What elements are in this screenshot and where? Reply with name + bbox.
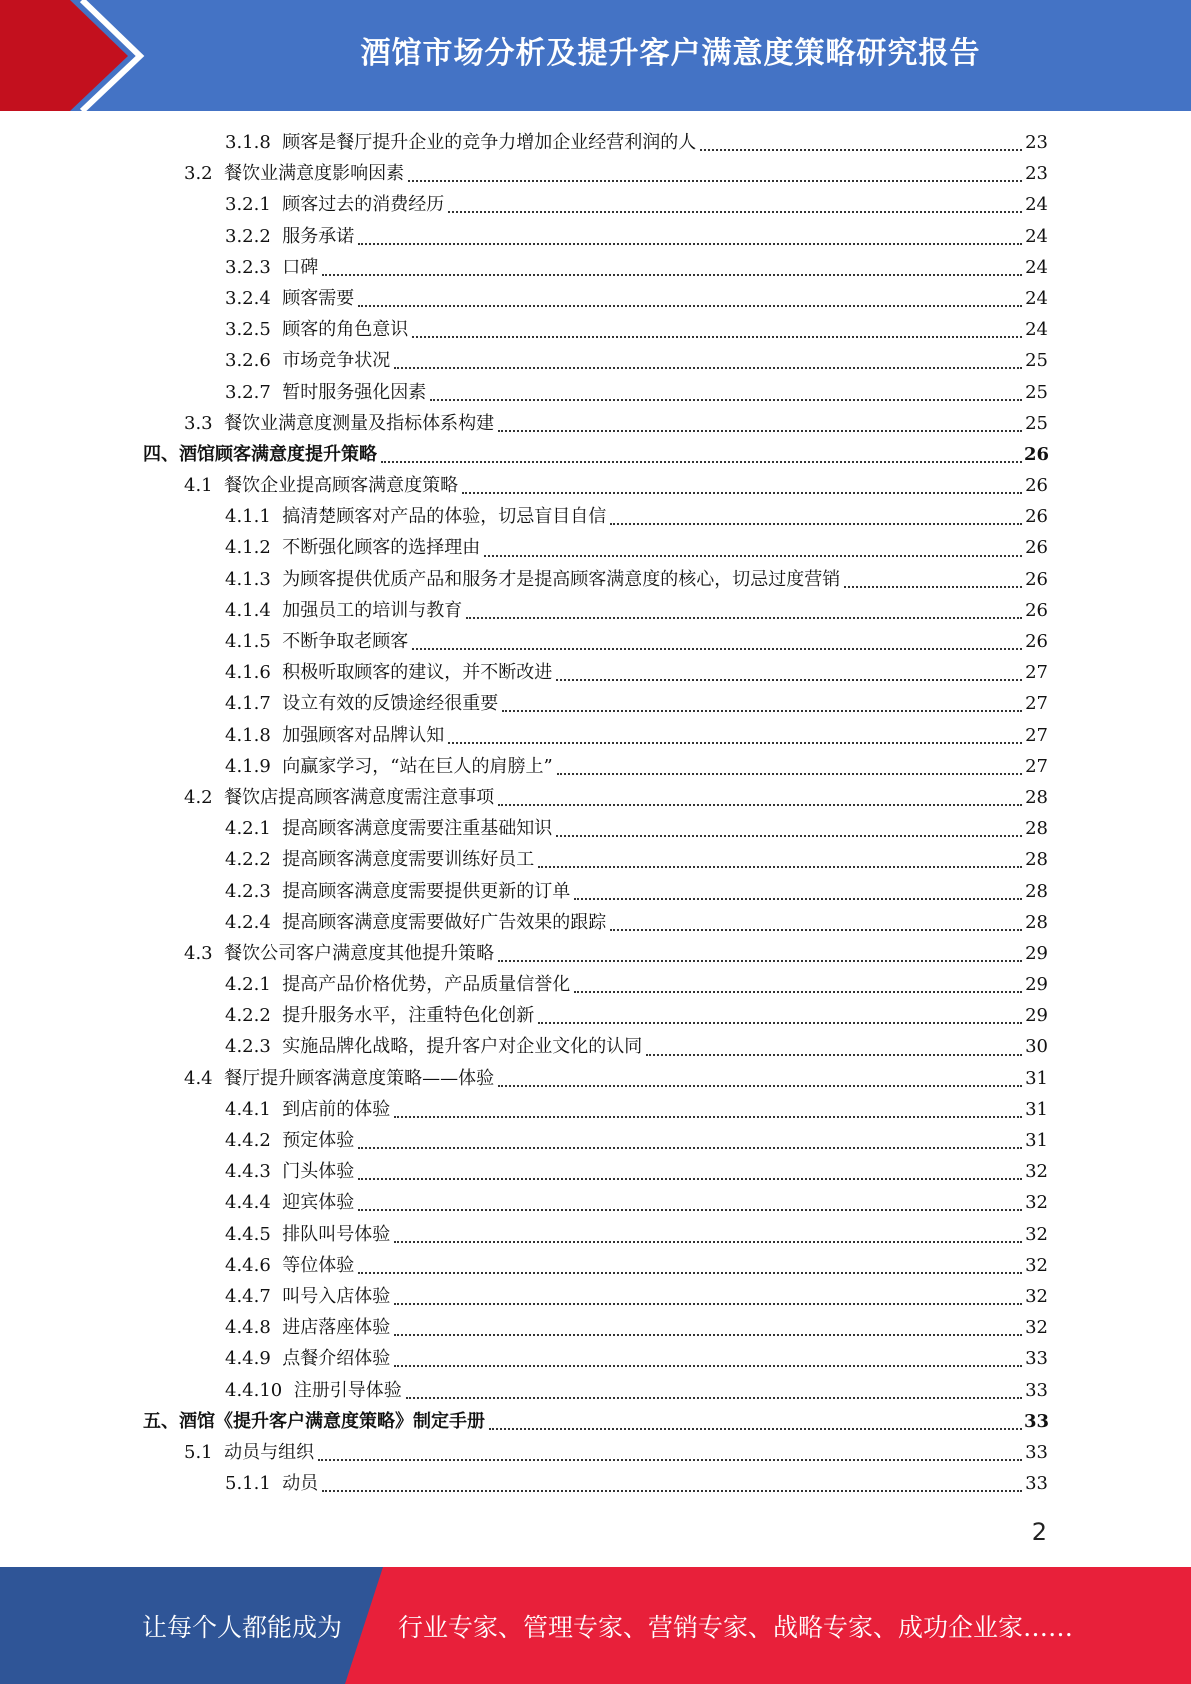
- toc-entry-page: 26: [1025, 568, 1048, 590]
- toc-entry-number: 4.2.3: [225, 880, 271, 902]
- toc-entry-number: 3.2.2: [225, 225, 271, 247]
- toc-entry[interactable]: [0, 657, 1191, 688]
- toc-entry-page: 25: [1025, 412, 1048, 434]
- toc-entry-page: 23: [1025, 163, 1048, 185]
- toc-leader-dots: [358, 1271, 1022, 1274]
- toc-entry-title: 点餐介绍体验: [282, 1348, 391, 1370]
- toc-entry[interactable]: [0, 470, 1191, 501]
- toc-leader-dots: [412, 647, 1022, 650]
- toc-leader-dots: [448, 210, 1022, 213]
- toc-entry[interactable]: [0, 907, 1191, 938]
- toc-entry-page: 27: [1025, 662, 1048, 684]
- toc-entry-title: 顾客的角色意识: [282, 319, 409, 341]
- toc-entry-number: 3.1.8: [225, 132, 271, 153]
- toc-entry[interactable]: [0, 439, 1191, 470]
- toc-entry[interactable]: [0, 1156, 1191, 1187]
- toc-entry-page: 27: [1025, 693, 1048, 715]
- toc-entry-title: 预定体验: [282, 1130, 355, 1151]
- toc-entry-title: 暂时服务强化因素: [282, 381, 427, 403]
- toc-entry-number: 4.4.10: [225, 1379, 283, 1401]
- toc-entry-number: 3.2.6: [225, 350, 271, 372]
- toc-entry[interactable]: [0, 813, 1191, 844]
- toc-entry[interactable]: [0, 189, 1191, 220]
- toc-entry-title: 动员: [282, 1473, 319, 1495]
- toc-leader-dots: [322, 1489, 1022, 1492]
- toc-entry-title: 设立有效的反馈途经很重要: [282, 693, 499, 715]
- toc-leader-dots: [394, 366, 1022, 369]
- toc-leader-dots: [394, 1333, 1022, 1336]
- toc-entry-number: 4.4: [184, 1067, 213, 1089]
- toc-entry[interactable]: [0, 1031, 1191, 1062]
- toc-entry-title: 酒馆《提升客户满意度策略》制定手册: [179, 1410, 485, 1432]
- toc-entry-page: 33: [1025, 1379, 1048, 1401]
- toc-entry-title: 顾客需要: [282, 287, 355, 309]
- toc-entry-page: 23: [1025, 132, 1048, 153]
- toc-entry-page: 32: [1025, 1317, 1048, 1339]
- toc-entry-page: 27: [1025, 755, 1048, 777]
- toc-entry-number: 3.2.7: [225, 381, 271, 403]
- toc-leader-dots: [538, 1021, 1022, 1024]
- toc-entry[interactable]: [0, 564, 1191, 595]
- toc-entry[interactable]: [0, 969, 1191, 1000]
- toc-entry-number: 5.1.1: [225, 1473, 271, 1495]
- toc-entry-number: 4.3: [184, 942, 213, 964]
- toc-entry-number: 4.1.5: [225, 631, 271, 652]
- toc-entry-title: 提高顾客满意度需要注重基础知识: [282, 818, 553, 840]
- toc-entry[interactable]: [0, 1063, 1191, 1094]
- toc-entry-page: 26: [1024, 443, 1050, 465]
- toc-entry-page: 29: [1025, 974, 1048, 996]
- toc-entry-page: 28: [1025, 818, 1048, 840]
- toc-entry[interactable]: [0, 1312, 1191, 1343]
- toc-entry-page: 24: [1025, 287, 1048, 309]
- toc-leader-dots: [502, 709, 1022, 712]
- toc-entry-page: 29: [1025, 942, 1048, 964]
- toc-entry[interactable]: [0, 1281, 1191, 1312]
- toc-entry-title: 顾客是餐厅提升企业的竞争力增加企业经营利润的人: [282, 132, 697, 153]
- toc-entry-page: 31: [1025, 1067, 1048, 1089]
- toc-leader-dots: [394, 1302, 1022, 1305]
- toc-entry-number: 4.4.4: [225, 1192, 271, 1214]
- toc-entry[interactable]: [0, 751, 1191, 782]
- toc-entry[interactable]: [0, 1125, 1191, 1156]
- toc-entry[interactable]: [0, 1000, 1191, 1031]
- toc-entry-number: 3.2.1: [225, 194, 271, 216]
- toc-entry-title: 提高顾客满意度需要提供更新的订单: [282, 880, 571, 902]
- toc-entry[interactable]: [0, 720, 1191, 751]
- toc-entry[interactable]: [0, 688, 1191, 719]
- toc-entry[interactable]: [0, 252, 1191, 283]
- toc-entry-number: 4.2.3: [225, 1036, 271, 1058]
- toc-leader-dots: [394, 1364, 1022, 1367]
- toc-leader-dots: [406, 1396, 1022, 1399]
- toc-entry[interactable]: [0, 1250, 1191, 1281]
- toc-entry-page: 24: [1025, 319, 1048, 341]
- toc-entry-title: 不断争取老顾客: [282, 631, 409, 652]
- toc-entry-number: 4.2.1: [225, 818, 271, 840]
- page-footer: [0, 1567, 1191, 1684]
- toc-entry-number: 5.1: [184, 1441, 213, 1463]
- toc-entry-page: 26: [1025, 506, 1048, 528]
- toc-entry-title: 提升服务水平，注重特色化创新: [282, 1005, 535, 1027]
- toc-entry-title: 餐饮业满意度测量及指标体系构建: [224, 412, 495, 434]
- toc-entry[interactable]: [0, 345, 1191, 376]
- toc-entry-page: 28: [1025, 911, 1048, 933]
- toc-entry-page: 24: [1025, 194, 1048, 216]
- toc-leader-dots: [484, 554, 1022, 557]
- toc-entry-page: 32: [1025, 1192, 1048, 1214]
- toc-entry-number: 4.4.9: [225, 1348, 271, 1370]
- toc-entry-number: 4.2: [184, 786, 213, 808]
- toc-leader-dots: [700, 148, 1022, 151]
- toc-entry-number: 4.4.5: [225, 1223, 271, 1245]
- toc-entry-number: 4.4.7: [225, 1285, 271, 1307]
- toc-entry-page: 33: [1025, 1348, 1048, 1370]
- toc-entry-number: 4.1.4: [225, 599, 271, 621]
- toc-leader-dots: [358, 304, 1022, 307]
- toc-entry-number: 4.4.8: [225, 1317, 271, 1339]
- toc-entry[interactable]: [0, 1437, 1191, 1468]
- toc-leader-dots: [318, 1458, 1022, 1461]
- toc-entry[interactable]: [0, 158, 1191, 189]
- header-chevron-icon: [0, 0, 160, 111]
- toc-leader-dots: [358, 1177, 1022, 1180]
- toc-leader-dots: [466, 616, 1022, 619]
- toc-leader-dots: [412, 335, 1022, 338]
- toc-entry-title: 市场竞争状况: [282, 350, 391, 372]
- toc-entry[interactable]: [0, 626, 1191, 657]
- report-title: 酒馆市场分析及提升客户满意度策略研究报告: [360, 36, 981, 71]
- toc-entry-title: 提高顾客满意度需要做好广告效果的跟踪: [282, 911, 607, 933]
- toc-entry[interactable]: [0, 1219, 1191, 1250]
- toc-entry[interactable]: [0, 408, 1191, 439]
- toc-leader-dots: [322, 273, 1022, 276]
- toc-entry-title: 顾客过去的消费经历: [282, 194, 445, 216]
- toc-entry-number: 4.1.6: [225, 662, 271, 684]
- toc-entry-page: 24: [1025, 225, 1048, 247]
- toc-entry-title: 排队叫号体验: [282, 1223, 391, 1245]
- toc-entry-number: 4.1.8: [225, 724, 271, 746]
- toc-entry-title: 迎宾体验: [282, 1192, 355, 1214]
- toc-entry[interactable]: [0, 314, 1191, 345]
- toc-entry-title: 搞清楚顾客对产品的体验，切忌盲目自信: [282, 506, 607, 528]
- toc-entry-page: 26: [1025, 631, 1048, 652]
- toc-leader-dots: [556, 678, 1022, 681]
- toc-entry-title: 为顾客提供优质产品和服务才是提高顾客满意度的核心，切忌过度营销: [282, 568, 841, 590]
- toc-entry-title: 叫号入店体验: [282, 1285, 391, 1307]
- toc-entry[interactable]: [0, 1187, 1191, 1218]
- toc-leader-dots: [489, 1427, 1022, 1430]
- toc-entry-number: 4.2.2: [225, 1005, 271, 1027]
- toc-entry[interactable]: [0, 876, 1191, 907]
- toc-entry-title: 加强顾客对品牌认知: [282, 724, 445, 746]
- toc-entry[interactable]: [0, 782, 1191, 813]
- toc-leader-dots: [574, 990, 1022, 993]
- toc-entry-number: 4.1.2: [225, 537, 271, 559]
- toc-entry[interactable]: [0, 283, 1191, 314]
- toc-entry-title: 提高顾客满意度需要训练好员工: [282, 849, 535, 871]
- toc-leader-dots: [646, 1053, 1022, 1056]
- footer-slogan-right: 行业专家、管理专家、营销专家、战略专家、成功企业家……: [398, 1612, 1074, 1642]
- toc-entry-page: 28: [1025, 849, 1048, 871]
- toc-entry-number: 4.4.2: [225, 1130, 271, 1151]
- toc-entry-number: 4.2.2: [225, 849, 271, 871]
- toc-entry-title: 餐饮公司客户满意度其他提升策略: [224, 942, 495, 964]
- toc-entry-page: 31: [1025, 1130, 1048, 1151]
- toc-leader-dots: [498, 429, 1022, 432]
- toc-entry-number: 4.1.1: [225, 506, 271, 528]
- toc-leader-dots: [557, 772, 1022, 775]
- toc-entry-page: 26: [1025, 599, 1048, 621]
- toc-leader-dots: [574, 897, 1022, 900]
- toc-entry[interactable]: [0, 1375, 1191, 1406]
- toc-leader-dots: [430, 398, 1022, 401]
- toc-leader-dots: [556, 834, 1022, 837]
- page-number: 2: [1031, 1518, 1047, 1546]
- toc-leader-dots: [498, 803, 1022, 806]
- toc-leader-dots: [394, 1240, 1022, 1243]
- toc-entry-title: 注册引导体验: [293, 1379, 402, 1401]
- toc-entry-title: 等位体验: [282, 1254, 355, 1276]
- toc-entry-number: 3.2.5: [225, 319, 271, 341]
- toc-entry-number: 4.4.6: [225, 1254, 271, 1276]
- toc-entry-title: 动员与组织: [224, 1441, 315, 1463]
- toc-entry-number: 3.2: [184, 163, 213, 185]
- toc-entry-number: 4.2.1: [225, 974, 271, 996]
- toc-entry[interactable]: [0, 377, 1191, 408]
- toc-leader-dots: [358, 242, 1022, 245]
- toc-entry-page: 25: [1025, 381, 1048, 403]
- toc-leader-dots: [610, 522, 1022, 525]
- toc-entry-number: 3.3: [184, 412, 213, 434]
- toc-entry-page: 32: [1025, 1285, 1048, 1307]
- toc-entry[interactable]: [0, 844, 1191, 875]
- toc-leader-dots: [394, 1115, 1022, 1118]
- toc-entry[interactable]: [0, 127, 1191, 158]
- toc-entry-title: 积极听取顾客的建议，并不断改进: [282, 662, 553, 684]
- toc-entry-page: 32: [1025, 1161, 1048, 1183]
- toc-entry-title: 服务承诺: [282, 225, 355, 247]
- toc-entry-page: 32: [1025, 1223, 1048, 1245]
- toc-entry-title: 到店前的体验: [282, 1098, 391, 1120]
- toc-entry-title: 向赢家学习，“站在巨人的肩膀上”: [282, 755, 553, 777]
- toc-leader-dots: [408, 179, 1022, 182]
- toc-entry-number: 4.4.1: [225, 1098, 271, 1120]
- toc-entry-number: 4.4.3: [225, 1161, 271, 1183]
- toc-entry-number: 四、: [143, 443, 179, 465]
- toc-entry-title: 门头体验: [282, 1161, 355, 1183]
- toc-entry-title: 餐饮企业提高顾客满意度策略: [224, 475, 459, 497]
- toc-entry-page: 24: [1025, 256, 1048, 278]
- toc-entry-number: 4.2.4: [225, 911, 271, 933]
- toc-entry[interactable]: [0, 501, 1191, 532]
- page-header: [0, 0, 1191, 111]
- toc-entry-page: 26: [1025, 475, 1048, 497]
- table-of-contents: [0, 127, 1191, 1499]
- toc-entry-page: 31: [1025, 1098, 1048, 1120]
- toc-leader-dots: [358, 1146, 1022, 1149]
- toc-entry-title: 酒馆顾客满意度提升策略: [179, 443, 377, 465]
- toc-leader-dots: [448, 741, 1022, 744]
- toc-entry-title: 实施品牌化战略，提升客户对企业文化的认同: [282, 1036, 643, 1058]
- toc-entry-page: 33: [1025, 1441, 1048, 1463]
- toc-entry-page: 32: [1025, 1254, 1048, 1276]
- toc-entry-title: 餐厅提升顾客满意度策略——体验: [224, 1067, 495, 1089]
- toc-leader-dots: [538, 865, 1022, 868]
- toc-leader-dots: [358, 1208, 1022, 1211]
- footer-slogan-left: 让每个人都能成为: [142, 1612, 343, 1642]
- toc-entry[interactable]: [0, 221, 1191, 252]
- toc-entry-number: 3.2.4: [225, 287, 271, 309]
- toc-entry-number: 五、: [143, 1410, 179, 1432]
- toc-entry-number: 4.1.3: [225, 568, 271, 590]
- toc-leader-dots: [610, 928, 1022, 931]
- toc-entry-page: 26: [1025, 537, 1048, 559]
- toc-entry-title: 餐饮业满意度影响因素: [224, 163, 405, 185]
- toc-entry-title: 提高产品价格优势，产品质量信誉化: [282, 974, 571, 996]
- toc-entry-page: 33: [1025, 1473, 1048, 1495]
- toc-entry[interactable]: [0, 938, 1191, 969]
- toc-entry[interactable]: [0, 1343, 1191, 1374]
- toc-entry-page: 25: [1025, 350, 1048, 372]
- toc-entry-number: 4.1.7: [225, 693, 271, 715]
- toc-entry-number: 3.2.3: [225, 256, 271, 278]
- toc-entry-page: 28: [1025, 786, 1048, 808]
- toc-entry[interactable]: [0, 532, 1191, 563]
- toc-entry-title: 口碑: [282, 256, 319, 278]
- toc-entry-title: 进店落座体验: [282, 1317, 391, 1339]
- toc-entry-title: 加强员工的培训与教育: [282, 599, 463, 621]
- toc-entry[interactable]: [0, 595, 1191, 626]
- toc-entry-number: 4.1.9: [225, 755, 271, 777]
- toc-entry-title: 不断强化顾客的选择理由: [282, 537, 481, 559]
- toc-leader-dots: [462, 491, 1022, 494]
- toc-entry-page: 30: [1025, 1036, 1048, 1058]
- toc-entry[interactable]: [0, 1406, 1191, 1437]
- toc-entry-page: 28: [1025, 880, 1048, 902]
- toc-leader-dots: [498, 959, 1022, 962]
- toc-leader-dots: [844, 585, 1022, 588]
- toc-entry-title: 餐饮店提高顾客满意度需注意事项: [224, 786, 495, 808]
- toc-entry[interactable]: [0, 1094, 1191, 1125]
- toc-entry[interactable]: [0, 1468, 1191, 1499]
- toc-entry-page: 29: [1025, 1005, 1048, 1027]
- toc-entry-number: 4.1: [184, 475, 213, 497]
- toc-entry-page: 27: [1025, 724, 1048, 746]
- toc-entry-page: 33: [1024, 1410, 1050, 1432]
- toc-leader-dots: [381, 460, 1022, 463]
- toc-leader-dots: [498, 1084, 1022, 1087]
